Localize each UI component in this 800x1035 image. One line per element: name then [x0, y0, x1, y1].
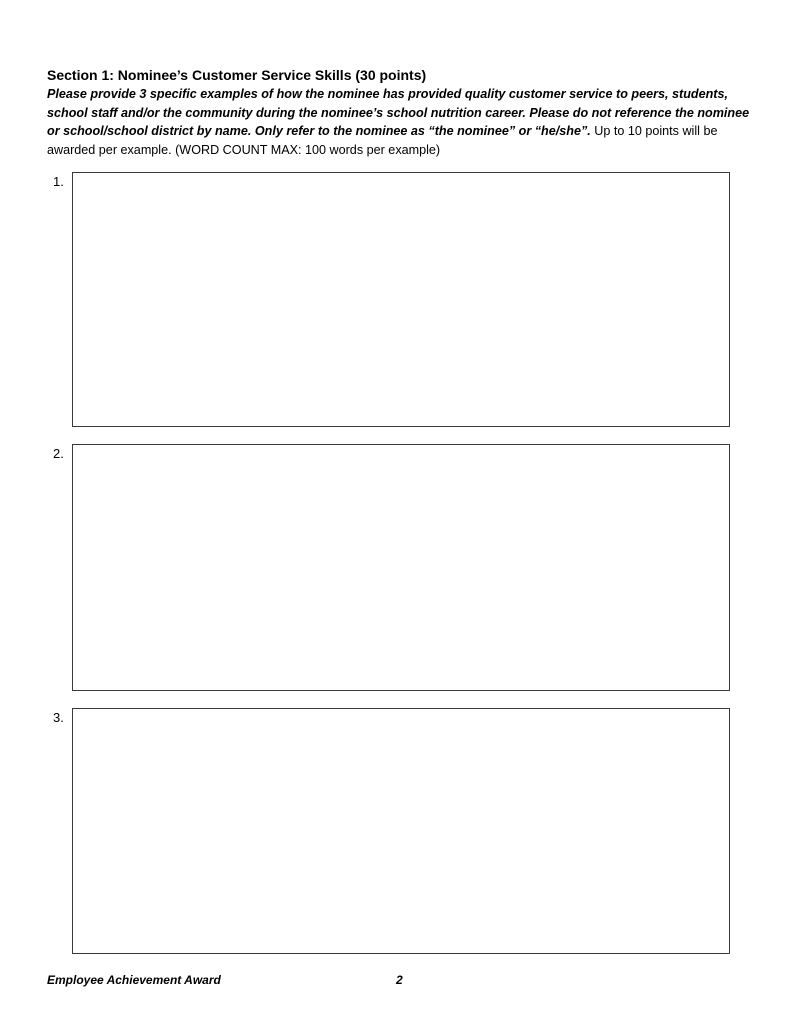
- example-1-answer-box[interactable]: [72, 172, 730, 427]
- example-2-answer-box[interactable]: [72, 444, 730, 691]
- instructions-emphasis: Please provide 3 specific examples of how the nominee has provided quality customer service to peers, students, school staff and/or the community during the nominee’s school nutrition career. Please do not reference the nominee or school/school district by name. Only refer to the nominee as “the nominee” or “he/she”.: [47, 87, 750, 138]
- section-instructions: [47, 85, 759, 159]
- footer-title: Employee Achievement Award: [47, 973, 221, 987]
- example-number-2: 2.: [53, 446, 64, 461]
- instructions-plain: Up to 10 points will be awarded per example. (WORD COUNT MAX: 100 words per example): [47, 124, 718, 157]
- footer-page-number: 2: [396, 973, 403, 987]
- example-number-1: 1.: [53, 174, 64, 189]
- example-number-3: 3.: [53, 710, 64, 725]
- section-title: Section 1: Nominee’s Customer Service Skills (30 points): [47, 67, 427, 83]
- example-3-answer-box[interactable]: [72, 708, 730, 954]
